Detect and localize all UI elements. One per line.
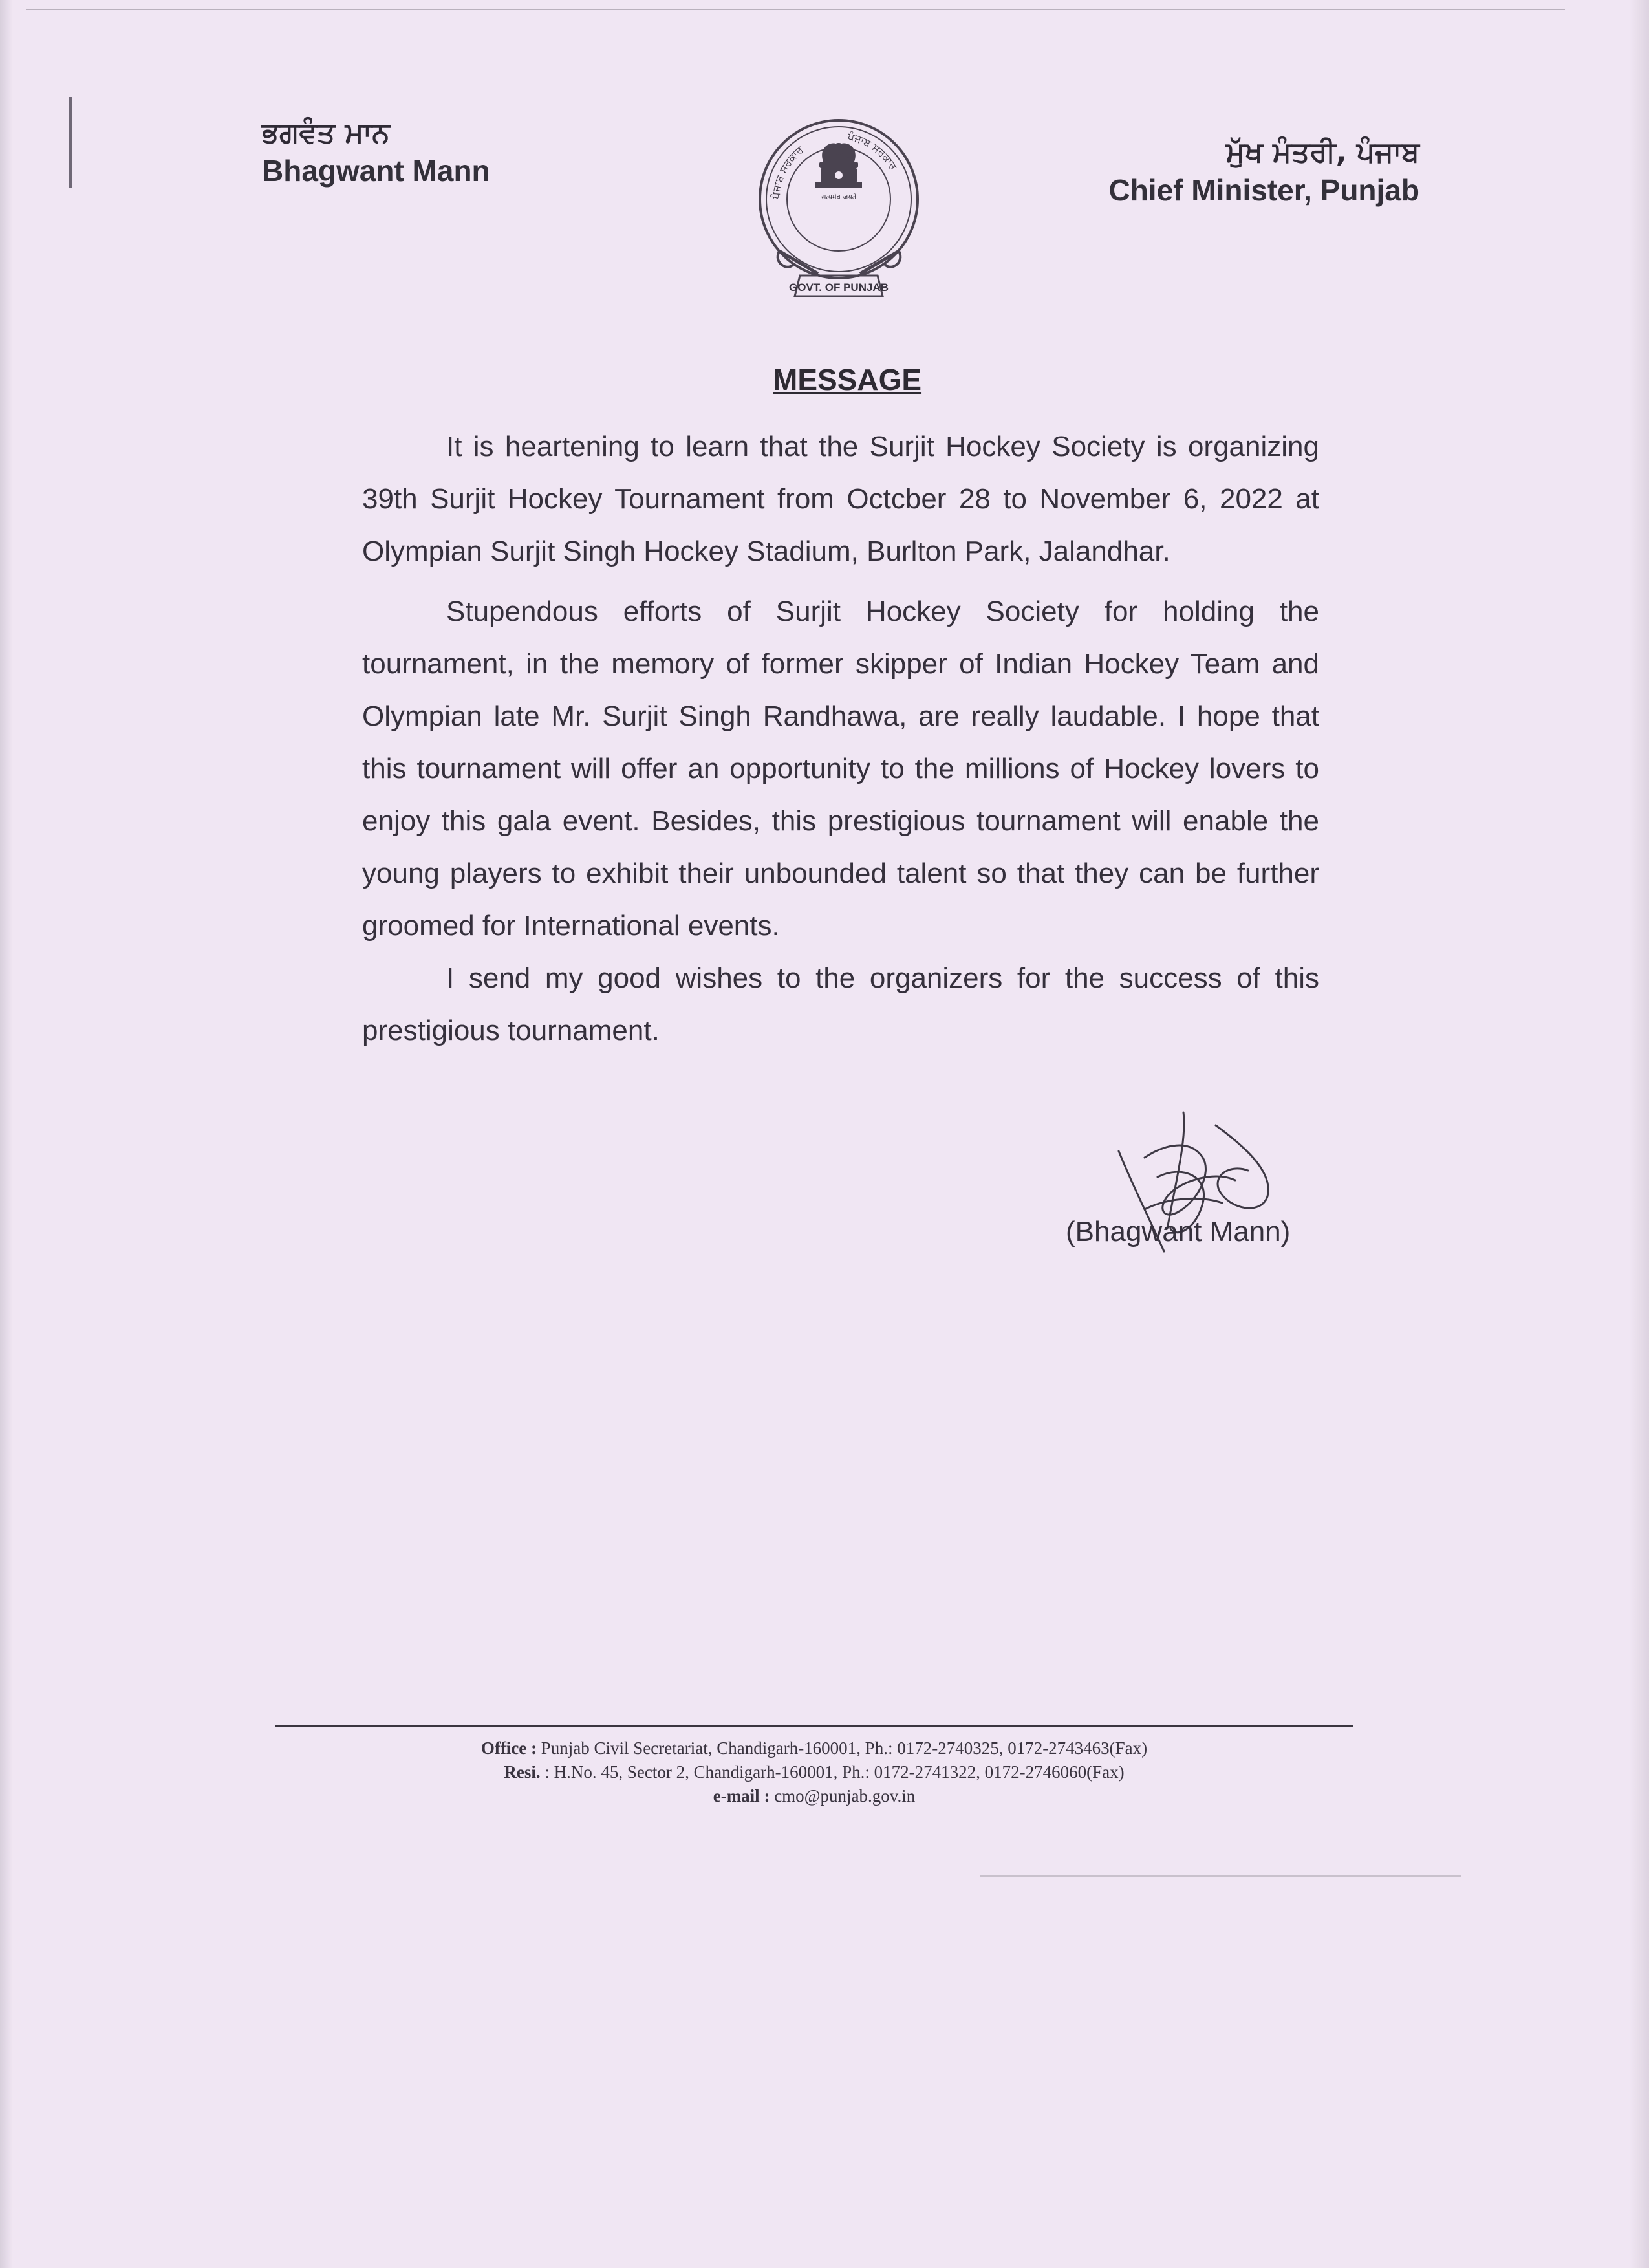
email-label: e-mail : [713, 1786, 770, 1806]
sender-name: Bhagwant Mann [262, 154, 490, 188]
residence-address: : H.No. 45, Sector 2, Chandigarh-160001, Ph.: 0172-2741322, 0172-2746060(Fax) [544, 1762, 1125, 1782]
emblem-ribbon-text: GOVT. OF PUNJAB [789, 281, 889, 294]
emblem-text-right: ਪੰਜਾਬ ਸਰਕਾਰ [846, 130, 900, 173]
binding-mark [69, 97, 72, 188]
sender-block [262, 115, 490, 190]
message-paragraph: Stupendous efforts of Surjit Hockey Society for holding the tournament, in the memory of former skipper of Indian Hockey Team and Olympian late Mr. Surjit Singh Randhawa, are really laudable. I hope that this tournament will offer an opportunity to the millions of Hockey lovers to enjoy this gala event. Besides, this prestigious tournament will enable the young players to exhibit their unbounded talent so that they can be further groomed for International events. [362, 596, 1319, 942]
page-top-edge [26, 9, 1565, 10]
residence-label: Resi. [504, 1762, 541, 1782]
state-emblem-icon [753, 102, 925, 312]
page-edge-right [1630, 0, 1649, 2268]
letterhead-footer [275, 1736, 1353, 1808]
office-title-gurmukhi: ਮੁੱਖ ਮੰਤਰੀ, ਪੰਜਾਬ [1226, 136, 1419, 169]
office-address: Punjab Civil Secretariat, Chandigarh-160001, Ph.: 0172-2740325, 0172-2743463(Fax) [541, 1738, 1148, 1758]
email-line [275, 1784, 1353, 1808]
footer-divider [275, 1725, 1353, 1727]
document-title: MESSAGE [773, 363, 922, 396]
emblem-text-left: ਪੰਜਾਬ ਸਰਕਾਰ [769, 144, 806, 200]
emblem-motto: सत्यमेव जयते [821, 193, 857, 201]
office-label: Office : [480, 1738, 537, 1758]
email-address[interactable]: cmo@punjab.gov.in [774, 1786, 916, 1806]
office-address-line [275, 1736, 1353, 1760]
residence-address-line [275, 1760, 1353, 1784]
page-edge-left [0, 0, 13, 2268]
message-paragraph: It is heartening to learn that the Surjit Hockey Society is organizing 39th Surjit Hockey Tournament from Octcber 28 to November 6, 2022 at Olympian Surjit Singh Hockey Stadium, Burlton Park, Jalandhar. [362, 431, 1319, 567]
message-body [362, 420, 1319, 1057]
message-paragraph: I send my good wishes to the organizers for the success of this prestigious tournament. [362, 962, 1319, 1046]
signatory-name: (Bhagwant Mann) [1066, 1216, 1291, 1247]
sender-name-gurmukhi: ਭਗਵੰਤ ਮਾਨ [262, 116, 390, 149]
office-title: Chief Minister, Punjab [1108, 173, 1419, 207]
faint-line [980, 1875, 1461, 1877]
office-title-block [1108, 135, 1419, 210]
